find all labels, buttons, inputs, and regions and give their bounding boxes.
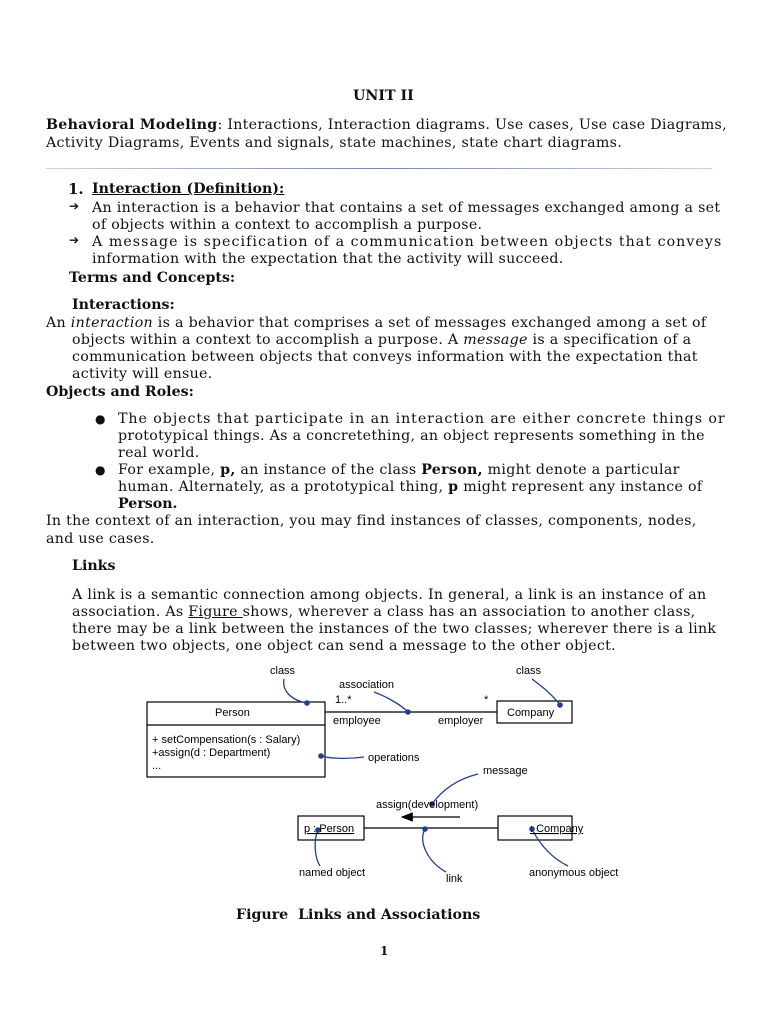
figure-caption: Figure Links and Associations <box>236 907 481 923</box>
terms-heading: Terms and Concepts: <box>69 270 236 286</box>
section-heading: Interaction (Definition): <box>92 181 285 197</box>
operation-1: + setCompensation(s : Salary) <box>152 734 301 746</box>
operations-label: operations <box>368 752 420 764</box>
callout-link <box>423 829 446 872</box>
text-run: For example, <box>118 462 221 478</box>
multiplicity-left: 1..* <box>335 694 352 706</box>
company-class-name: Company <box>507 707 555 719</box>
intro-label: Behavioral Modeling <box>46 117 218 133</box>
interactions-heading: Interactions: <box>72 297 175 313</box>
interactions-line-3: communication between objects that conveys information with the expectation that <box>72 349 698 365</box>
objects-after-line-2: and use cases. <box>46 531 155 547</box>
definition-bullet-2-line-1: A message is specification of a communication between objects that conveys <box>92 234 723 250</box>
message-text: assign(development) <box>376 799 479 811</box>
named-object-label: named object <box>299 867 366 879</box>
term-message: message <box>463 332 528 348</box>
section-number: 1. <box>68 180 84 198</box>
objects-bullet-1-line-2: prototypical things. As a concretething, an object represents something in the <box>118 428 705 444</box>
objects-bullet-1-line-3: real world. <box>118 445 200 461</box>
objects-roles-heading: Objects and Roles: <box>46 384 194 400</box>
figure-link[interactable]: Figure <box>188 604 243 620</box>
interactions-line-4: activity will ensue. <box>72 366 213 382</box>
callout-operations <box>321 756 364 758</box>
text-run: An <box>46 315 71 331</box>
bullet-dot-icon: ● <box>95 412 106 426</box>
person-class-name: Person <box>215 707 250 719</box>
callout-association <box>374 692 408 712</box>
links-line-4: between two objects, one object can send a message to the other object. <box>72 638 616 654</box>
text-run: objects within a context to accomplish a purpose. A <box>72 332 464 348</box>
term-person-line-3: Person. <box>118 496 178 512</box>
objects-bullet-1-line-1: The objects that participate in an interaction are either concrete things or <box>118 411 726 427</box>
term-interaction: interaction <box>70 315 153 331</box>
objects-after-line-1: In the context of an interaction, you may find instances of classes, components, nodes, <box>46 513 697 529</box>
bullet-dot-icon: ● <box>95 463 106 477</box>
definition-bullet-2-line-2: information with the expectation that the activity will succeed. <box>92 251 564 267</box>
class-label-right: class <box>516 665 542 677</box>
term-p: p, <box>220 462 236 478</box>
text-run: is a behavior that comprises a set of messages exchanged among a set of <box>152 315 707 331</box>
multiplicity-right: * <box>484 694 489 706</box>
text-run: might represent any instance of <box>458 479 703 495</box>
callout-class-left <box>284 679 307 703</box>
message-label: message <box>483 765 528 777</box>
arrow-bullet-icon: ➔ <box>69 199 80 213</box>
link-label: link <box>446 873 463 885</box>
intro-line-1-text: : Interactions, Interaction diagrams. Use cases, Use case Diagrams, <box>217 117 727 133</box>
class-label-left: class <box>270 665 296 677</box>
role-employee: employee <box>333 715 381 727</box>
text-run: might denote a particular <box>482 462 680 478</box>
text-run: shows, wherever a class has an association to another class, <box>242 604 696 620</box>
links-line-1: A link is a semantic connection among objects. In general, a link is an instance of an <box>72 587 707 603</box>
text-run: an instance of the class <box>235 462 422 478</box>
operation-3: ... <box>152 760 162 772</box>
text-run: is a specification of a <box>527 332 692 348</box>
intro-line-2: Activity Diagrams, Events and signals, state machines, state chart diagrams. <box>46 135 623 151</box>
operation-2: +assign(d : Department) <box>152 747 271 759</box>
text-run: human. Alternately, as a prototypical thing, <box>118 479 449 495</box>
links-line-3: there may be a link between the instances of the two classes; wherever there is a link <box>72 621 717 637</box>
object-person-name: p : Person <box>304 823 355 835</box>
association-label: association <box>339 679 395 691</box>
role-employer: employer <box>438 715 484 727</box>
unit-title: UNIT II <box>353 88 414 104</box>
definition-bullet-1-line-1: An interaction is a behavior that contains a set of messages exchanged among a set <box>92 200 721 216</box>
term-person: Person, <box>421 462 483 478</box>
text-run: association. As <box>72 604 189 620</box>
object-company-name: : Company <box>530 823 584 835</box>
term-p: p <box>448 479 459 495</box>
arrow-bullet-icon: ➔ <box>69 233 80 247</box>
callout-named-object <box>315 830 320 866</box>
page-number: 1 <box>380 944 389 958</box>
anonymous-object-label: anonymous object <box>529 867 619 879</box>
links-heading: Links <box>72 558 116 574</box>
definition-bullet-1-line-2: of objects within a context to accomplish a purpose. <box>92 217 483 233</box>
